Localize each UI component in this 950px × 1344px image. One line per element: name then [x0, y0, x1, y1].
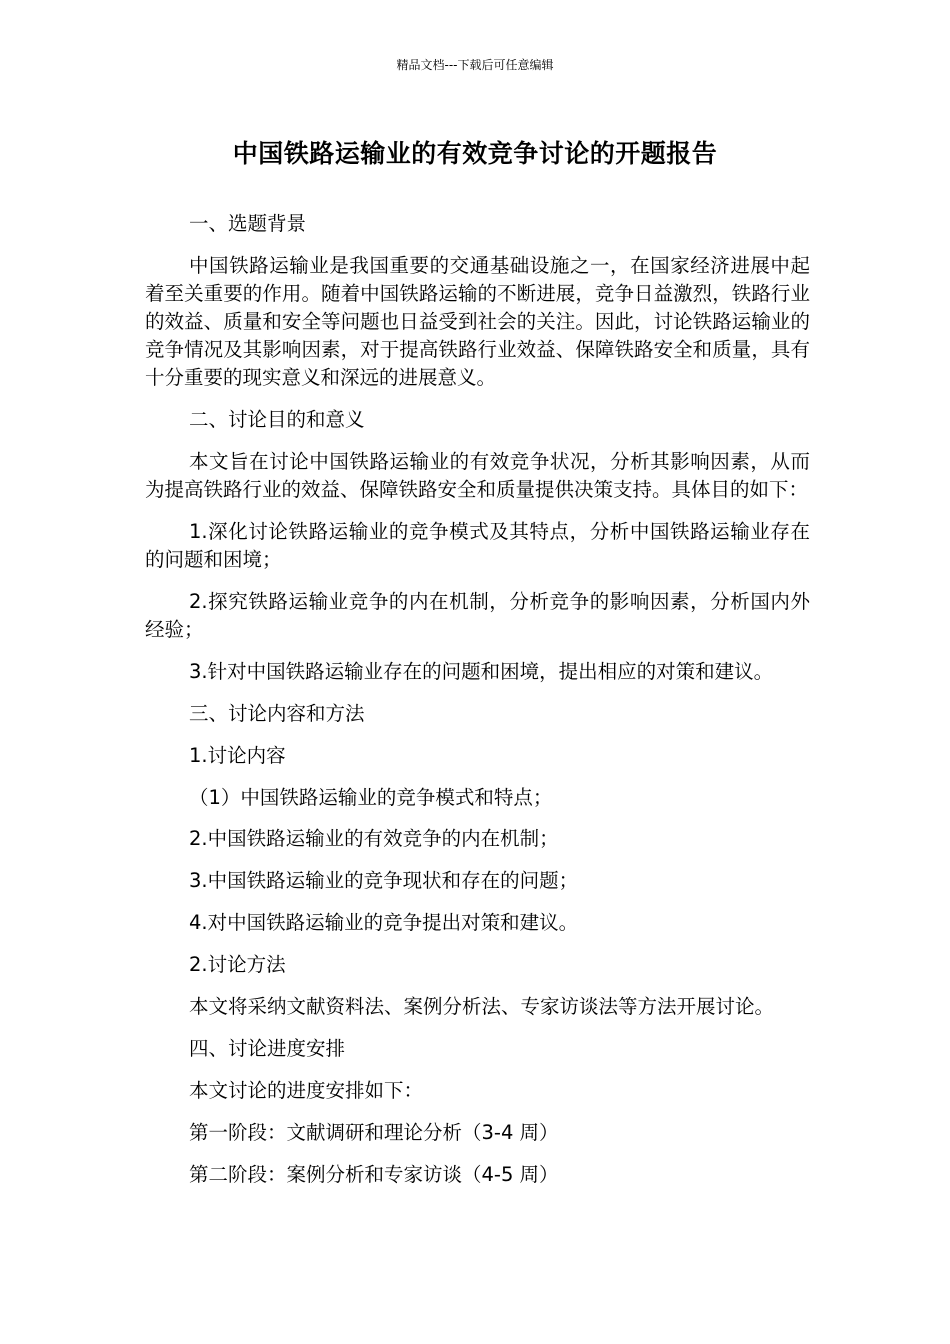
paragraph-background: 中国铁路运输业是我国重要的交通基础设施之一，在国家经济进展中起着至关重要的作用。随着中国铁路运输的不断进展，竞争日益激烈，铁路行业的效益、质量和安全等问题也日益受到社会的关注。因此，讨论铁路运输业的竞争情况及其影响因素，对于提高铁路行业效益、保障铁路安全和质量，具有十分重要的现实意义和深远的进展意义。 [145, 254, 810, 389]
section-heading-content-methods: 三、讨论内容和方法 [189, 702, 365, 725]
purpose-item-1: 1.深化讨论铁路运输业的竞争模式及其特点，分析中国铁路运输业存在的问题和困境； [145, 520, 810, 571]
content-item-1: （1）中国铁路运输业的竞争模式和特点； [189, 786, 553, 809]
purpose-item-3: 3.针对中国铁路运输业存在的问题和困境，提出相应的对策和建议。 [189, 660, 774, 683]
section-heading-purpose: 二、讨论目的和意义 [189, 408, 365, 431]
schedule-phase-2: 第二阶段：案例分析和专家访谈（4-5 周） [189, 1163, 559, 1186]
paragraph-methods: 本文将采纳文献资料法、案例分析法、专家访谈法等方法开展讨论。 [189, 995, 775, 1018]
paragraph-purpose: 本文旨在讨论中国铁路运输业的有效竞争状况，分析其影响因素，从而为提高铁路行业的效益、保障铁路安全和质量提供决策支持。具体目的如下： [145, 450, 810, 501]
page-header: 精品文档---下载后可任意编辑 [396, 58, 554, 72]
document-body [145, 210, 810, 1203]
subheading-methods: 2.讨论方法 [189, 953, 286, 976]
document-title: 中国铁路运输业的有效竞争讨论的开题报告 [232, 139, 718, 168]
content-item-4: 4.对中国铁路运输业的竞争提出对策和建议。 [189, 911, 579, 934]
section-heading-background: 一、选题背景 [189, 212, 307, 235]
section-heading-schedule: 四、讨论进度安排 [189, 1037, 346, 1060]
schedule-phase-1: 第一阶段：文献调研和理论分析（3-4 周） [189, 1121, 559, 1144]
content-item-2: 2.中国铁路运输业的有效竞争的内在机制； [189, 827, 559, 850]
purpose-item-2: 2.探究铁路运输业竞争的内在机制，分析竞争的影响因素，分析国内外经验； [145, 590, 810, 641]
subheading-content: 1.讨论内容 [189, 744, 286, 767]
paragraph-schedule-intro: 本文讨论的进度安排如下： [189, 1079, 424, 1102]
content-item-3: 3.中国铁路运输业的竞争现状和存在的问题； [189, 869, 579, 892]
